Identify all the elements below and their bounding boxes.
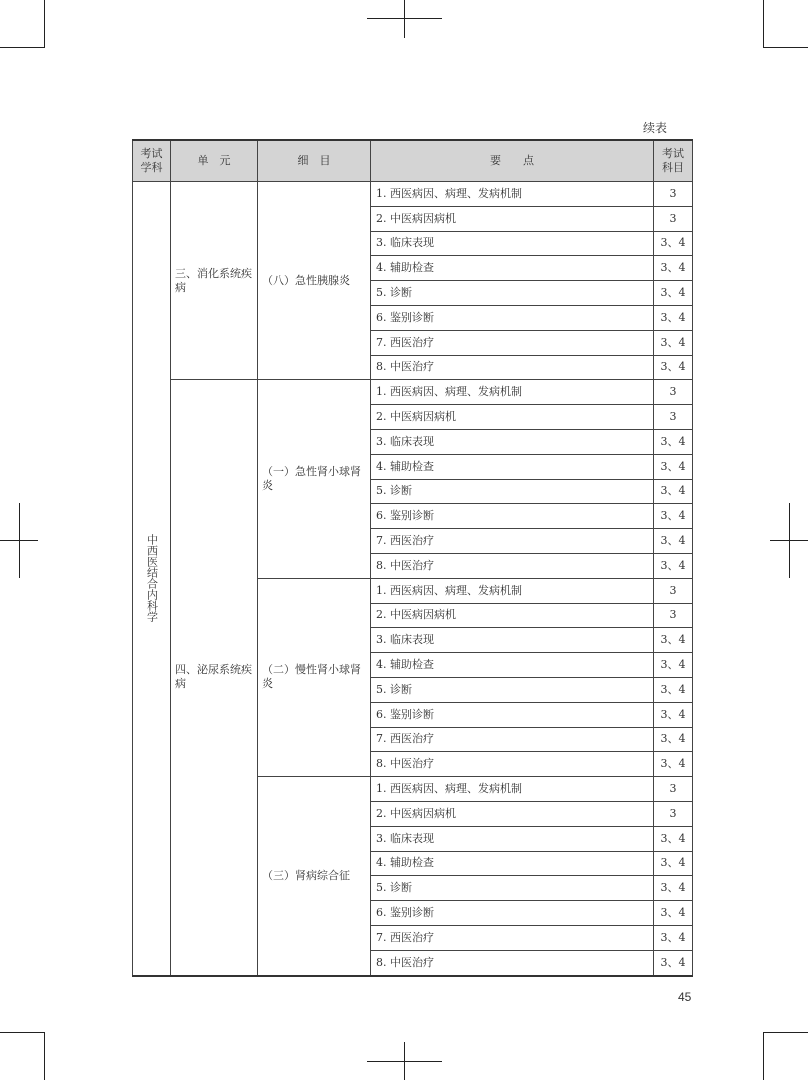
header-unit: 单 元 <box>171 140 258 182</box>
point-cell: 4. 辅助检查 <box>371 454 654 479</box>
point-cell: 4. 辅助检查 <box>371 653 654 678</box>
point-cell: 3. 临床表现 <box>371 628 654 653</box>
exam-cell: 3、4 <box>654 727 693 752</box>
subject-label: 中西医结合内科学 <box>145 534 159 623</box>
point-cell: 5. 诊断 <box>371 479 654 504</box>
header-detail: 细 目 <box>258 140 371 182</box>
point-cell: 6. 鉴别诊断 <box>371 702 654 727</box>
table-body <box>133 182 693 976</box>
point-cell: 8. 中医治疗 <box>371 355 654 380</box>
point-cell: 1. 西医病因、病理、发病机制 <box>371 777 654 802</box>
exam-cell: 3、4 <box>654 752 693 777</box>
exam-cell: 3 <box>654 206 693 231</box>
exam-cell: 3、4 <box>654 653 693 678</box>
unit-cell: 三、消化系统疾病 <box>171 182 258 380</box>
exam-cell: 3、4 <box>654 454 693 479</box>
exam-cell: 3 <box>654 405 693 430</box>
exam-cell: 3、4 <box>654 330 693 355</box>
exam-cell: 3、4 <box>654 925 693 950</box>
point-cell: 5. 诊断 <box>371 677 654 702</box>
point-cell: 7. 西医治疗 <box>371 330 654 355</box>
exam-cell: 3、4 <box>654 529 693 554</box>
exam-cell: 3、4 <box>654 851 693 876</box>
table-row <box>133 380 693 405</box>
point-cell: 3. 临床表现 <box>371 429 654 454</box>
point-cell: 2. 中医病因病机 <box>371 603 654 628</box>
detail-cell: （八）急性胰腺炎 <box>258 182 371 380</box>
exam-cell: 3、4 <box>654 479 693 504</box>
exam-cell: 3 <box>654 380 693 405</box>
exam-cell: 3、4 <box>654 429 693 454</box>
point-cell: 8. 中医治疗 <box>371 553 654 578</box>
detail-cell: （二）慢性肾小球肾炎 <box>258 578 371 776</box>
header-points: 要 点 <box>371 140 654 182</box>
point-cell: 8. 中医治疗 <box>371 950 654 975</box>
exam-cell: 3、4 <box>654 553 693 578</box>
point-cell: 6. 鉴别诊断 <box>371 504 654 529</box>
point-cell: 7. 西医治疗 <box>371 727 654 752</box>
point-cell: 5. 诊断 <box>371 876 654 901</box>
point-cell: 6. 鉴别诊断 <box>371 305 654 330</box>
exam-cell: 3、4 <box>654 355 693 380</box>
exam-cell: 3 <box>654 182 693 207</box>
exam-cell: 3、4 <box>654 231 693 256</box>
point-cell: 8. 中医治疗 <box>371 752 654 777</box>
exam-cell: 3、4 <box>654 504 693 529</box>
exam-cell: 3、4 <box>654 256 693 281</box>
exam-cell: 3、4 <box>654 305 693 330</box>
subject-cell <box>133 182 171 976</box>
point-cell: 1. 西医病因、病理、发病机制 <box>371 380 654 405</box>
point-cell: 7. 西医治疗 <box>371 925 654 950</box>
exam-cell: 3、4 <box>654 702 693 727</box>
point-cell: 1. 西医病因、病理、发病机制 <box>371 182 654 207</box>
page-number: 45 <box>678 990 692 1004</box>
exam-cell: 3、4 <box>654 950 693 975</box>
exam-cell: 3 <box>654 578 693 603</box>
point-cell: 4. 辅助检查 <box>371 256 654 281</box>
exam-cell: 3、4 <box>654 281 693 306</box>
point-cell: 3. 临床表现 <box>371 826 654 851</box>
point-cell: 1. 西医病因、病理、发病机制 <box>371 578 654 603</box>
point-cell: 2. 中医病因病机 <box>371 801 654 826</box>
point-cell: 6. 鉴别诊断 <box>371 901 654 926</box>
point-cell: 5. 诊断 <box>371 281 654 306</box>
table-row <box>133 182 693 207</box>
header-subject: 考试 学科 <box>133 140 171 182</box>
exam-cell: 3 <box>654 603 693 628</box>
point-cell: 3. 临床表现 <box>371 231 654 256</box>
detail-cell: （三）肾病综合征 <box>258 777 371 976</box>
point-cell: 7. 西医治疗 <box>371 529 654 554</box>
unit-cell: 四、泌尿系统疾病 <box>171 380 258 976</box>
header-exam: 考试 科目 <box>654 140 693 182</box>
point-cell: 4. 辅助检查 <box>371 851 654 876</box>
exam-cell: 3、4 <box>654 826 693 851</box>
exam-cell: 3、4 <box>654 677 693 702</box>
exam-cell: 3、4 <box>654 628 693 653</box>
continued-label: 续表 <box>643 121 668 135</box>
point-cell: 2. 中医病因病机 <box>371 405 654 430</box>
exam-cell: 3、4 <box>654 876 693 901</box>
exam-cell: 3、4 <box>654 901 693 926</box>
point-cell: 2. 中医病因病机 <box>371 206 654 231</box>
exam-cell: 3 <box>654 801 693 826</box>
exam-cell: 3 <box>654 777 693 802</box>
syllabus-table <box>132 139 693 977</box>
table-header-row <box>133 140 693 182</box>
detail-cell: （一）急性肾小球肾炎 <box>258 380 371 578</box>
